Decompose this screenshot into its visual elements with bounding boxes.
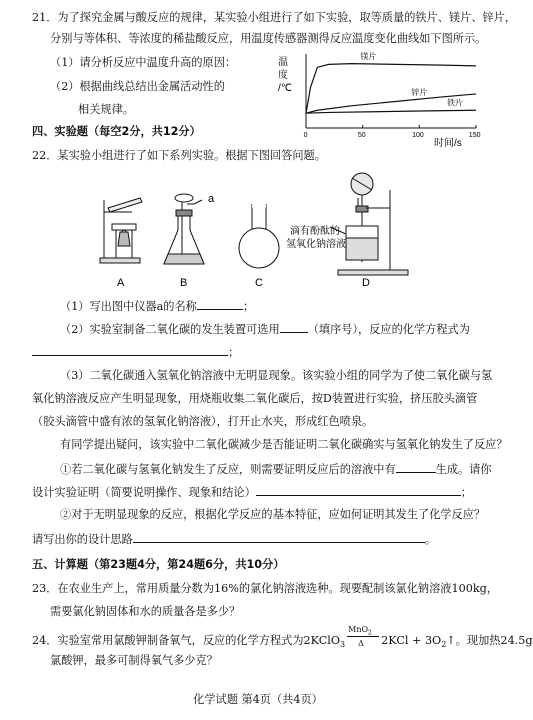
q22-p2-line: [32, 344, 239, 360]
series-label-1: 锌片: [411, 87, 428, 97]
q24-l1-pre: 24．实验室常用氯酸钾制备氧气，反应的化学方程式为2KClO: [32, 634, 341, 647]
q22-p1-text: （1）写出图中仪器a的名称: [60, 300, 197, 313]
q22-p3-l1: （3）二氧化碳通入氢氧化钠溶液中无明显现象。该实验小组的同学为了使二氧化碳与氢: [60, 369, 493, 382]
q24-catalyst: MnO$_2$: [348, 625, 372, 637]
q22-p1: [60, 298, 254, 314]
q24-l1-tail: ↑。现加热24.5g: [446, 634, 533, 647]
q21-sub1: （1）请分析反应中温度升高的原因：: [50, 56, 237, 69]
q22-p4: 有同学提出疑问，该实验中二氧化碳减少是否能证明二氧化碳确实与氢氧化钠发生了反应？: [60, 438, 508, 451]
chart-ylabel-3: /℃: [278, 83, 293, 94]
q22-p6-end: ；: [460, 486, 472, 499]
apparatus-label-A: A: [117, 277, 125, 289]
answer-blank-3[interactable]: [32, 344, 228, 356]
apparatus-label-B: B: [180, 277, 188, 289]
q24-l2: 氯酸钾，最多可制得氧气多少克？: [50, 654, 218, 667]
page-footer: 化学试题 第4页（共4页）: [193, 693, 323, 706]
answer-blank-5[interactable]: [256, 484, 461, 496]
apparatus-D: [330, 173, 408, 275]
section5-title: 五、计算题（第23题4分，第24题6分，共10分）: [32, 558, 285, 571]
q24-heat: Δ: [358, 639, 364, 648]
answer-blank-1[interactable]: [197, 298, 243, 310]
q22-p8-end: 。: [424, 533, 436, 546]
answer-blank-2[interactable]: [280, 321, 308, 333]
q22-p2: [60, 321, 470, 337]
apparatus-label-C: C: [255, 277, 263, 289]
q22-p5: [60, 461, 492, 477]
q22-p2-mid: （填序号），反应的化学方程式为: [307, 323, 470, 336]
q22-p8: [32, 531, 436, 547]
q22-p2-text: （2）实验室制备二氧化碳的发生装置可选用: [60, 323, 280, 336]
q24-l1: [32, 625, 533, 652]
q22-p6-text: 设计实验证明（简要说明操作、现象和结论）: [32, 486, 256, 499]
answer-blank-4[interactable]: [396, 461, 436, 473]
apparatus-label-D: D: [362, 277, 370, 289]
q22-p5-text: ①若二氧化碳与氢氧化钠发生了反应，则需要证明反应后的溶液中有: [60, 463, 396, 476]
apparatus-C: [239, 204, 279, 268]
chart-ylabel-2: 度: [278, 70, 288, 81]
q22-p6: [32, 484, 472, 500]
q24-sub3: 3: [340, 640, 346, 650]
apparatus-B: [164, 194, 204, 264]
q22-p1-end: ；: [242, 300, 255, 313]
q21-sub2a: （2）根据曲线总结出金属活动性的: [50, 80, 225, 93]
q22-p5-end: 生成。请你: [435, 463, 492, 476]
chart-xlabel: 时间/s: [434, 138, 462, 149]
apparatus-A: [100, 198, 142, 263]
apparatus-figure: [90, 170, 430, 292]
q24-condition: [345, 625, 381, 648]
apparatus-note-2: 氢氧化钠溶液: [286, 239, 346, 250]
q22-p2-end: ；: [228, 346, 240, 359]
q22-p8-text: 请写出你的设计思路: [32, 533, 133, 546]
section4-title: 四、实验题（每空2分，共12分）: [32, 125, 201, 138]
q24-l1-post: 2KCl + 3O: [381, 634, 442, 647]
temperature-chart: [276, 50, 486, 148]
q22-p7: ②对于无明显现象的反应，根据化学反应的基本特征，应如何证明其发生了化学反应？: [60, 508, 486, 521]
apparatus-note-1: 滴有酚酞的: [290, 226, 340, 237]
q23-l1: 23．在农业生产上，常用质量分数为16%的氯化钠溶液选种。现要配制该氯化钠溶液100kg，: [32, 582, 498, 595]
series-line-2: [306, 110, 476, 113]
x-tick-label: 100: [412, 132, 424, 139]
q21-sub2b: 相关规律。: [78, 103, 134, 116]
label-a: a: [208, 193, 215, 205]
series-label-0: 镁片: [360, 51, 377, 61]
q21-line1: 21．为了探究金属与酸反应的规律，某实验小组进行了如下实验，取等质量的铁片、镁片、锌片，: [32, 11, 517, 24]
x-tick-label: 150: [468, 132, 481, 139]
q22-p3-l3: （胶头滴管中盛有浓的氢氧化钠溶液），打开止水夹，形成红色喷泉。: [32, 415, 374, 428]
series-label-2: 铁片: [447, 98, 464, 108]
answer-blank-6[interactable]: [133, 531, 425, 543]
q22-p3-l2: 氧化钠溶液反应产生明显现象，用烧瓶收集二氧化碳后，按D装置进行实验，挤压胶头滴管: [32, 392, 478, 405]
q24-o-sub: 2: [441, 640, 447, 650]
q22-intro: 22．某实验小组进行了如下系列实验。根据下图回答问题。: [32, 149, 326, 162]
x-tick-label: 0: [303, 132, 308, 139]
q21-line2: 分别与等体积、等浓度的稀盐酸反应，用温度传感器测得反应温度变化曲线如下图所示。: [50, 32, 487, 45]
q23-l2: 需要氯化钠固体和水的质量各是多少？: [50, 605, 241, 618]
x-tick-label: 50: [357, 132, 366, 139]
chart-ylabel-1: 温: [278, 57, 288, 68]
